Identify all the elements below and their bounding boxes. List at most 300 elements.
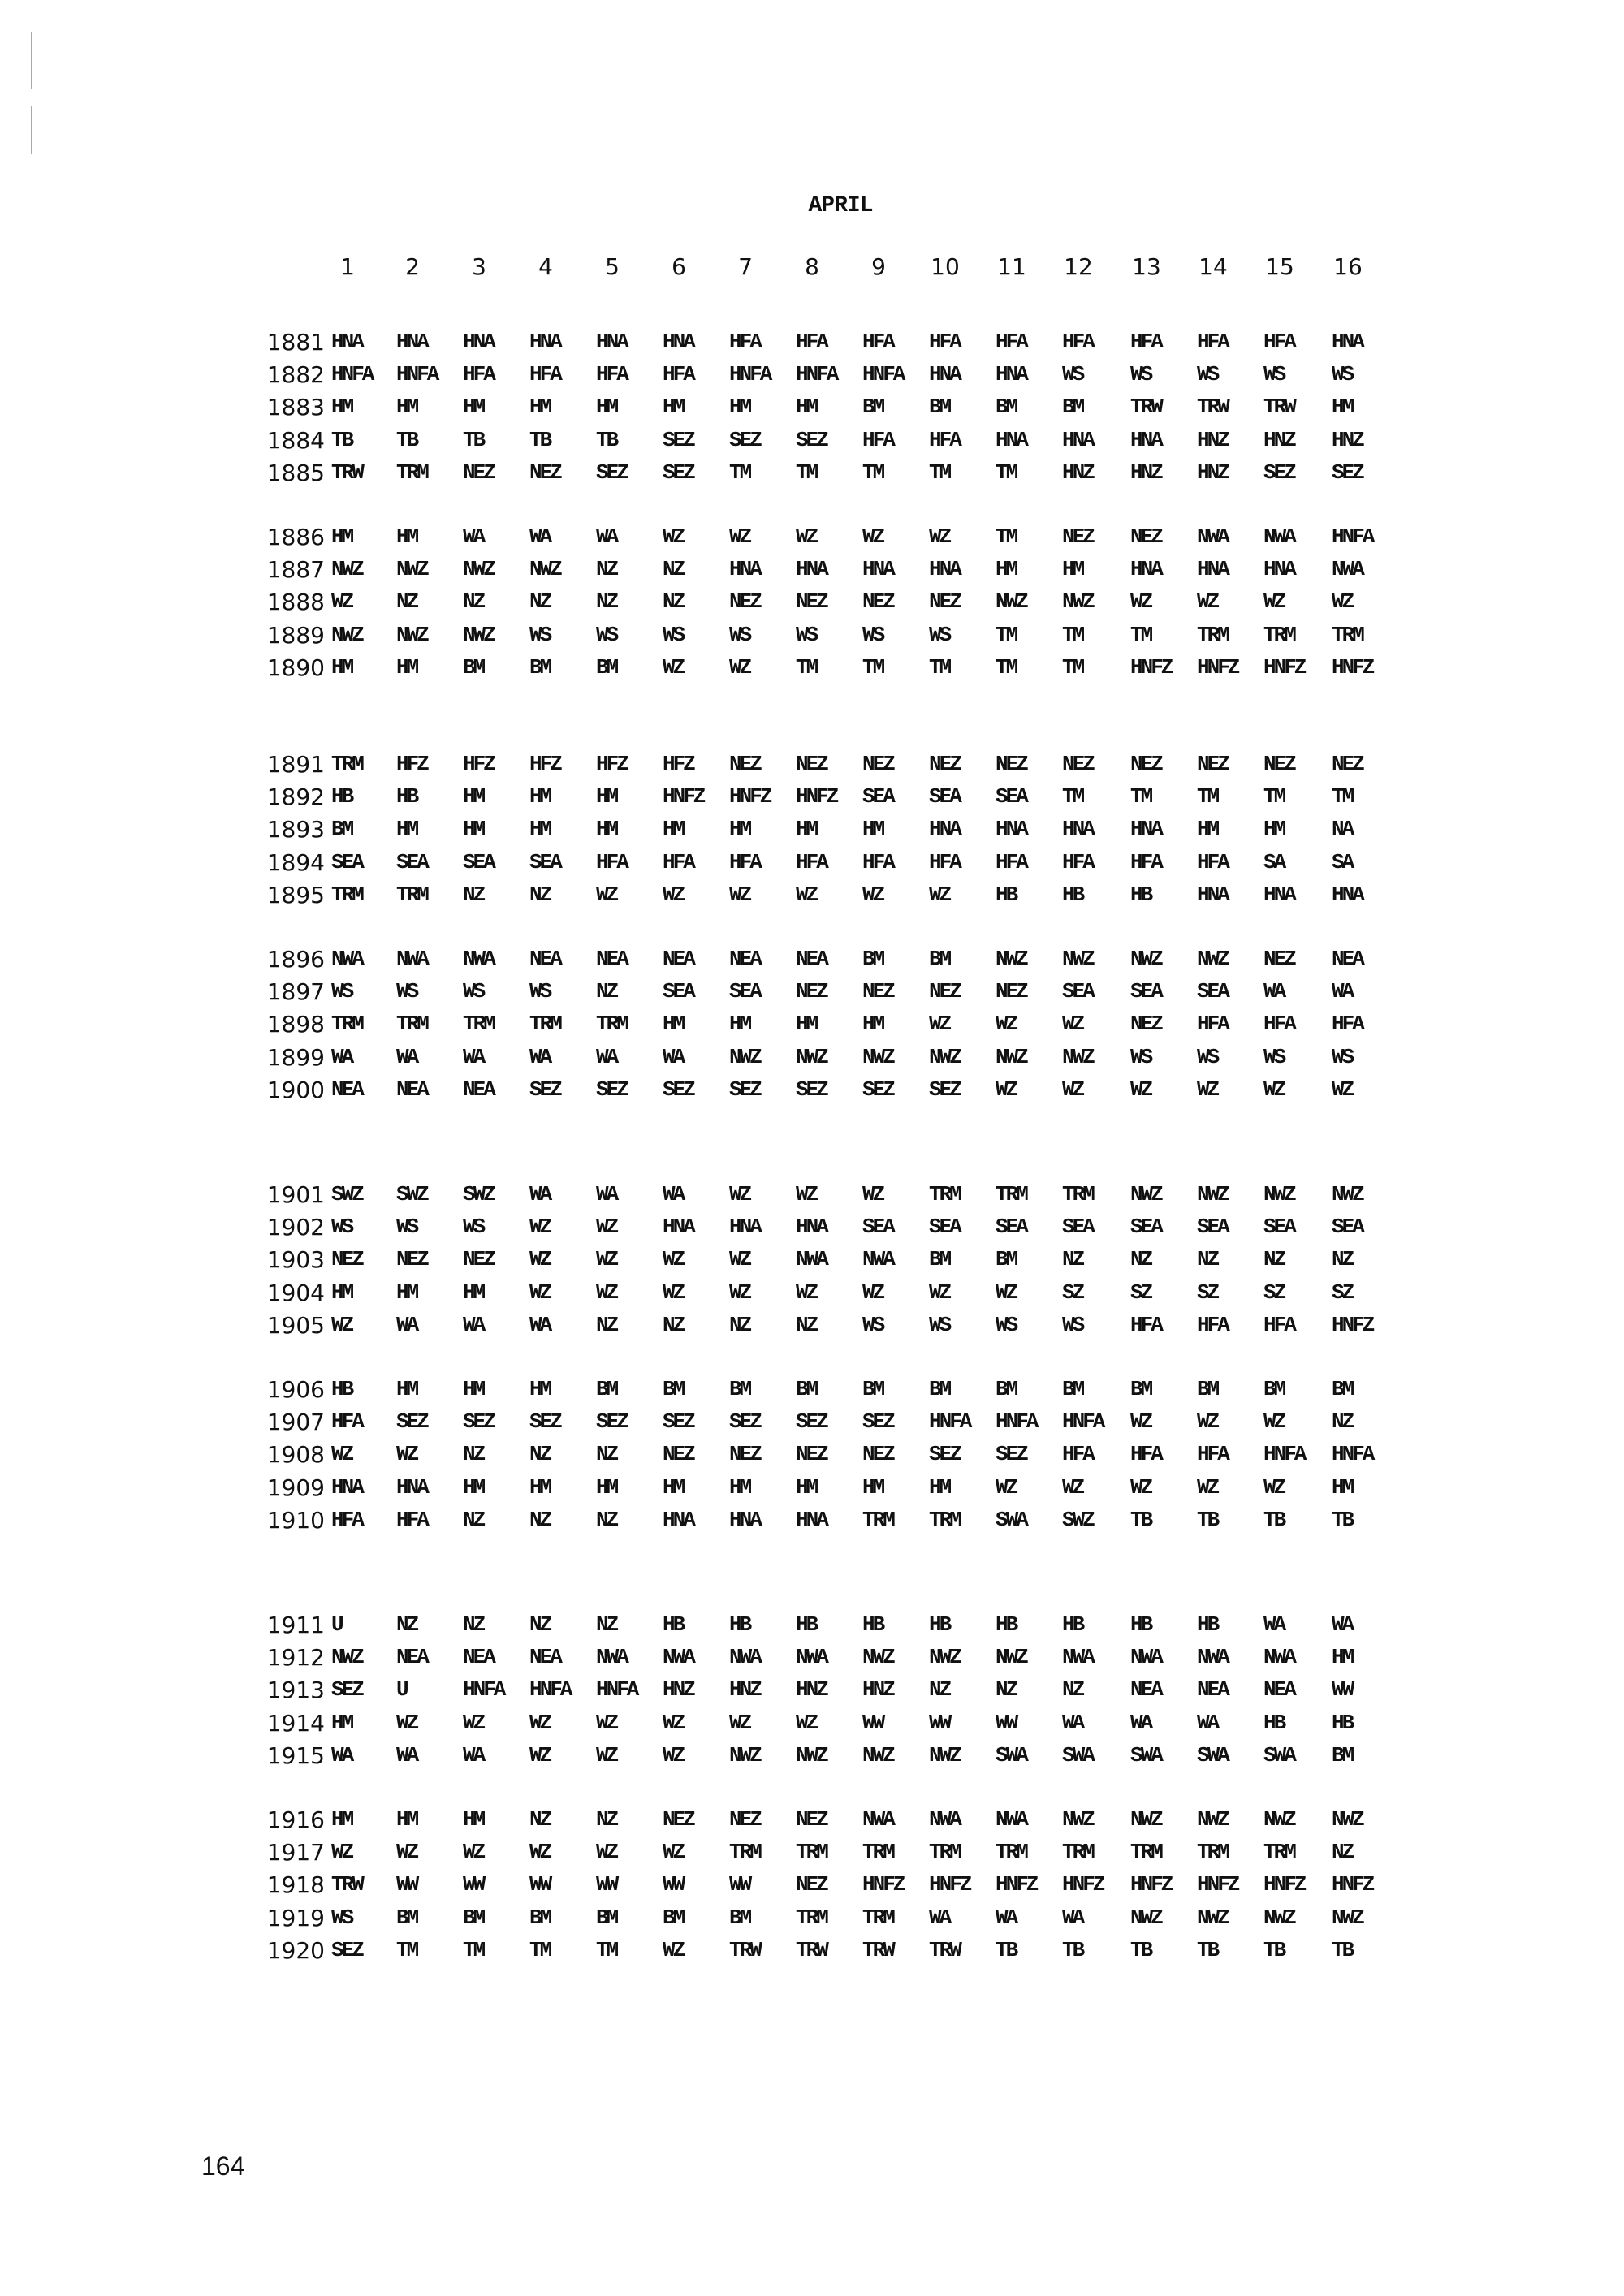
weather-code-cell: HFA — [1197, 1312, 1228, 1337]
weather-code-cell: BM — [331, 817, 352, 842]
weather-code-cell: WZ — [862, 1182, 883, 1206]
weather-code-cell: WZ — [1263, 1474, 1285, 1500]
weather-code-cell: HM — [729, 1012, 750, 1037]
weather-code-cell: HNA — [529, 330, 560, 354]
weather-code-cell: BM — [596, 1905, 617, 1930]
year-label: 1908 — [266, 1441, 325, 1469]
year-label: 1896 — [266, 946, 325, 973]
weather-code-cell: HFA — [1263, 1312, 1294, 1337]
weather-code-cell: SEA — [529, 849, 560, 874]
weather-code-cell: SEZ — [331, 1677, 362, 1703]
weather-code-cell: HNA — [729, 557, 760, 582]
weather-code-cell: U — [331, 1612, 342, 1637]
weather-code-cell: SEZ — [663, 1077, 693, 1102]
weather-code-cell: NEZ — [796, 1872, 827, 1897]
weather-code-cell: NEZ — [1062, 524, 1093, 549]
weather-code-cell: TM — [596, 1937, 617, 1962]
weather-code-cell: WS — [862, 622, 883, 647]
day-header: 14 — [1199, 253, 1228, 280]
weather-code-cell: BM — [862, 1377, 883, 1401]
weather-code-cell: NZ — [596, 557, 617, 582]
weather-code-cell: WS — [929, 1312, 950, 1337]
weather-code-cell: TRW — [929, 1937, 960, 1962]
weather-code-cell: U — [396, 1677, 407, 1703]
weather-code-cell: WS — [1197, 1044, 1218, 1069]
weather-code-cell: SEA — [1332, 1215, 1363, 1240]
weather-code-cell: WZ — [663, 882, 684, 907]
weather-code-cell: WZ — [396, 1840, 417, 1865]
weather-code-cell: TM — [1263, 784, 1285, 809]
weather-code-cell: NEA — [529, 947, 560, 971]
weather-code-cell: NZ — [596, 589, 617, 615]
weather-code-cell: WZ — [596, 882, 617, 907]
weather-code-cell: NWZ — [1263, 1807, 1294, 1832]
weather-code-cell: NEZ — [996, 752, 1026, 776]
weather-code-cell: TM — [1130, 622, 1151, 647]
weather-code-cell: TRM — [1197, 622, 1228, 647]
weather-code-cell: TB — [1197, 1937, 1218, 1962]
weather-code-cell: TM — [796, 460, 817, 485]
weather-code-cell: NWA — [796, 1645, 827, 1670]
weather-code-cell: SEA — [929, 784, 960, 809]
weather-code-cell: HNFA — [1332, 1442, 1373, 1467]
weather-code-cell: HFA — [1197, 330, 1228, 354]
weather-code-cell: NWZ — [729, 1742, 760, 1767]
weather-code-cell: NEZ — [929, 979, 960, 1004]
weather-code-cell: NWZ — [1062, 589, 1093, 615]
weather-code-cell: WZ — [396, 1710, 417, 1735]
year-label: 1905 — [266, 1311, 325, 1339]
weather-code-cell: HM — [996, 557, 1017, 582]
weather-code-cell: HNA — [396, 1474, 427, 1500]
weather-code-cell: WA — [331, 1044, 352, 1069]
year-label: 1911 — [266, 1612, 325, 1638]
weather-code-cell: WA — [463, 1742, 484, 1767]
weather-code-cell: SWA — [1263, 1742, 1294, 1767]
weather-code-cell: WZ — [663, 524, 684, 549]
weather-code-cell: BM — [1062, 1377, 1083, 1401]
weather-code-cell: NEZ — [1130, 752, 1161, 776]
weather-code-cell: BM — [396, 1905, 417, 1930]
weather-code-cell: SEZ — [663, 1409, 693, 1435]
weather-code-cell: WZ — [862, 882, 883, 907]
weather-code-cell: SWA — [1062, 1742, 1093, 1767]
weather-code-cell: HFA — [996, 849, 1026, 874]
weather-code-cell: TRM — [796, 1840, 827, 1865]
weather-code-cell: HM — [331, 1280, 352, 1305]
weather-code-cell: HNA — [929, 557, 960, 582]
year-label: 1914 — [266, 1709, 325, 1737]
weather-code-cell: WA — [529, 1312, 551, 1337]
weather-code-cell: WZ — [1130, 1409, 1151, 1435]
weather-code-cell: HM — [396, 1807, 417, 1832]
weather-code-cell: HB — [729, 1612, 750, 1637]
weather-code-cell: NEZ — [1332, 752, 1363, 776]
weather-code-cell: WS — [1197, 362, 1218, 387]
weather-code-cell: HM — [1332, 1645, 1353, 1670]
weather-code-cell: BM — [996, 1247, 1017, 1272]
weather-code-cell: SEZ — [596, 460, 627, 485]
year-label: 1899 — [266, 1043, 325, 1071]
weather-code-cell: WZ — [1197, 1077, 1218, 1102]
weather-code-cell: NWA — [396, 947, 427, 971]
weather-code-cell: HNFA — [729, 362, 771, 387]
weather-code-cell: NWZ — [796, 1044, 827, 1069]
day-header: 13 — [1132, 253, 1161, 280]
weather-code-cell: HNFA — [996, 1409, 1037, 1435]
weather-code-cell: WZ — [1130, 589, 1151, 615]
weather-code-cell: SEA — [1197, 979, 1228, 1004]
weather-code-cell: NEA — [463, 1077, 494, 1102]
weather-code-cell: WA — [996, 1905, 1017, 1930]
weather-code-cell: NWZ — [1263, 1905, 1294, 1930]
weather-code-cell: NZ — [596, 1807, 617, 1832]
weather-code-cell: HM — [463, 395, 484, 420]
weather-code-cell: BM — [1197, 1377, 1218, 1401]
weather-code-cell: HM — [596, 784, 617, 809]
weather-code-cell: WA — [663, 1182, 684, 1206]
weather-code-cell: NWZ — [1130, 1905, 1161, 1930]
weather-code-cell: WA — [1197, 1710, 1218, 1735]
weather-code-cell: HM — [331, 524, 352, 549]
weather-code-cell: NZ — [663, 589, 684, 615]
year-label: 1901 — [266, 1181, 325, 1208]
weather-code-cell: SEZ — [396, 1409, 427, 1435]
weather-code-cell: WW — [596, 1872, 617, 1897]
weather-code-cell: NEZ — [929, 589, 960, 615]
weather-code-cell: NEZ — [463, 1247, 494, 1272]
weather-code-cell: HFA — [862, 330, 893, 354]
weather-code-cell: TB — [596, 427, 617, 452]
day-header: 10 — [931, 253, 960, 280]
weather-code-cell: NWZ — [1332, 1182, 1363, 1206]
year-label: 1919 — [266, 1904, 325, 1931]
weather-code-cell: HB — [1197, 1612, 1218, 1637]
weather-code-cell: WZ — [996, 1474, 1017, 1500]
weather-code-cell: HM — [529, 1377, 551, 1401]
weather-code-cell: SEZ — [596, 1409, 627, 1435]
weather-code-cell: TRM — [1197, 1840, 1228, 1865]
weather-code-cell: NWZ — [996, 1645, 1026, 1670]
weather-code-cell: TM — [996, 654, 1017, 680]
weather-code-cell: WZ — [729, 1710, 750, 1735]
weather-code-cell: HFA — [1062, 330, 1093, 354]
weather-code-cell: WZ — [796, 1280, 817, 1305]
weather-code-cell: WW — [463, 1872, 484, 1897]
weather-code-cell: WS — [396, 979, 417, 1004]
weather-code-cell: WA — [663, 1044, 684, 1069]
weather-code-cell: NEZ — [862, 1442, 893, 1467]
weather-code-cell: WZ — [1332, 1077, 1353, 1102]
weather-code-cell: NWZ — [1130, 1182, 1161, 1206]
weather-code-cell: NEZ — [796, 1442, 827, 1467]
weather-code-cell: NZ — [463, 1612, 484, 1637]
weather-code-cell: WS — [729, 622, 750, 647]
weather-code-cell: SEA — [1062, 1215, 1093, 1240]
weather-code-cell: TRM — [331, 882, 362, 907]
weather-code-cell: NWZ — [1062, 1044, 1093, 1069]
weather-code-cell: WZ — [663, 1742, 684, 1767]
weather-code-cell: NEZ — [929, 752, 960, 776]
weather-code-cell: NWZ — [996, 947, 1026, 971]
weather-code-cell: WZ — [663, 1280, 684, 1305]
weather-code-cell: HNA — [1130, 427, 1161, 452]
weather-code-cell: NZ — [996, 1677, 1017, 1703]
weather-code-cell: BM — [729, 1377, 750, 1401]
weather-code-cell: NWZ — [1332, 1807, 1363, 1832]
day-header: 7 — [738, 253, 753, 280]
year-label: 1906 — [266, 1376, 325, 1403]
weather-code-cell: HFA — [862, 427, 893, 452]
day-header: 1 — [340, 253, 355, 280]
weather-code-cell: SEA — [663, 979, 693, 1004]
weather-code-cell: HM — [929, 1474, 950, 1500]
weather-code-cell: TB — [996, 1937, 1017, 1962]
weather-code-cell: WZ — [796, 1710, 817, 1735]
weather-code-cell: HFA — [729, 330, 760, 354]
weather-code-cell: BM — [929, 1247, 950, 1272]
weather-code-cell: WA — [1062, 1710, 1083, 1735]
weather-code-cell: NEA — [529, 1645, 560, 1670]
weather-code-cell: TRM — [331, 752, 362, 776]
weather-code-cell: NWA — [1197, 1645, 1228, 1670]
weather-code-cell: NEZ — [396, 1247, 427, 1272]
weather-code-cell: NWZ — [331, 1645, 362, 1670]
weather-code-cell: WZ — [331, 1840, 352, 1865]
weather-code-cell: HFA — [529, 362, 560, 387]
weather-code-cell: TM — [1062, 654, 1083, 680]
weather-code-cell: NEZ — [1263, 752, 1294, 776]
weather-code-cell: HM — [862, 1012, 883, 1037]
weather-code-cell: WZ — [1062, 1012, 1083, 1037]
weather-code-cell: HNFZ — [1130, 1872, 1172, 1897]
weather-code-cell: NEA — [729, 947, 760, 971]
weather-code-cell: HFA — [929, 849, 960, 874]
weather-code-cell: HFA — [1263, 1012, 1294, 1037]
weather-code-cell: WW — [862, 1710, 883, 1735]
weather-code-cell: TM — [996, 524, 1017, 549]
weather-code-cell: WS — [331, 979, 352, 1004]
weather-code-cell: TM — [1062, 622, 1083, 647]
weather-code-cell: HNA — [331, 330, 362, 354]
weather-code-cell: WA — [596, 1182, 617, 1206]
weather-code-cell: HNFA — [1062, 1409, 1104, 1435]
weather-code-cell: NZ — [1263, 1247, 1285, 1272]
year-label: 1886 — [266, 524, 325, 550]
weather-code-cell: NEZ — [1130, 524, 1161, 549]
weather-code-cell: HB — [996, 882, 1017, 907]
weather-code-cell: TB — [1062, 1937, 1083, 1962]
weather-code-cell: HNA — [1263, 882, 1294, 907]
weather-code-cell: NZ — [463, 589, 484, 615]
year-label: 1882 — [266, 361, 325, 389]
year-label: 1885 — [266, 459, 325, 486]
weather-code-cell: NEZ — [1130, 1012, 1161, 1037]
weather-code-cell: WW — [729, 1872, 750, 1897]
weather-code-cell: TRW — [1130, 395, 1161, 420]
weather-code-cell: HM — [463, 1474, 484, 1500]
weather-code-cell: HM — [331, 654, 352, 680]
weather-code-cell: WZ — [663, 1247, 684, 1272]
year-label: 1915 — [266, 1741, 325, 1769]
weather-code-cell: TRW — [729, 1937, 760, 1962]
weather-code-cell: SEZ — [996, 1442, 1026, 1467]
weather-code-cell: HM — [862, 817, 883, 842]
weather-code-cell: NEA — [1197, 1677, 1228, 1703]
weather-code-cell: HM — [396, 817, 417, 842]
year-label: 1889 — [266, 621, 325, 649]
weather-code-cell: SEZ — [862, 1077, 893, 1102]
weather-code-cell: NWZ — [331, 557, 362, 582]
weather-code-cell: HM — [331, 1807, 352, 1832]
weather-code-cell: HM — [396, 395, 417, 420]
weather-code-cell: HNFZ — [1332, 1872, 1373, 1897]
weather-code-cell: HNA — [1332, 330, 1363, 354]
weather-code-cell: NEZ — [1263, 947, 1294, 971]
weather-code-cell: TM — [396, 1937, 417, 1962]
weather-code-cell: NZ — [529, 1807, 551, 1832]
year-label: 1902 — [266, 1214, 325, 1241]
weather-code-cell: HNA — [1197, 882, 1228, 907]
weather-code-cell: HNA — [331, 1474, 362, 1500]
weather-code-cell: HM — [463, 784, 484, 809]
weather-code-cell: NWZ — [1332, 1905, 1363, 1930]
weather-code-cell: HNA — [663, 1215, 693, 1240]
weather-code-cell: WZ — [596, 1710, 617, 1735]
weather-code-cell: WZ — [1130, 1474, 1151, 1500]
weather-code-cell: WA — [396, 1742, 417, 1767]
weather-code-cell: NEZ — [529, 460, 560, 485]
weather-code-cell: SEZ — [729, 1409, 760, 1435]
weather-code-cell: NEZ — [862, 589, 893, 615]
weather-code-cell: SZ — [1197, 1280, 1218, 1305]
weather-code-cell: SEA — [1197, 1215, 1228, 1240]
weather-code-cell: NWZ — [463, 557, 494, 582]
weather-code-cell: HFA — [1332, 1012, 1363, 1037]
day-header: 12 — [1064, 253, 1093, 280]
weather-code-cell: HNA — [396, 330, 427, 354]
weather-code-cell: NZ — [463, 1442, 484, 1467]
weather-code-cell: HB — [796, 1612, 817, 1637]
weather-code-cell: NEA — [396, 1077, 427, 1102]
weather-code-cell: WA — [1263, 979, 1285, 1004]
weather-code-cell: BM — [463, 1905, 484, 1930]
weather-code-cell: WA — [1130, 1710, 1151, 1735]
weather-code-cell: WZ — [396, 1442, 417, 1467]
weather-code-cell: WZ — [529, 1710, 551, 1735]
weather-code-cell: NWZ — [529, 557, 560, 582]
weather-code-cell: WZ — [996, 1012, 1017, 1037]
weather-code-cell: HM — [729, 395, 750, 420]
weather-code-cell: WS — [596, 622, 617, 647]
weather-code-cell: HNFZ — [929, 1872, 970, 1897]
weather-code-cell: HM — [796, 395, 817, 420]
weather-code-cell: SEZ — [463, 1409, 494, 1435]
weather-code-cell: WW — [663, 1872, 684, 1897]
weather-code-cell: TRW — [1263, 395, 1294, 420]
weather-code-cell: TRW — [862, 1937, 893, 1962]
weather-code-cell: WZ — [1197, 1409, 1218, 1435]
weather-code-cell: TM — [1197, 784, 1218, 809]
weather-code-cell: BM — [996, 1377, 1017, 1401]
weather-code-cell: NEA — [796, 947, 827, 971]
weather-code-cell: WS — [331, 1215, 352, 1240]
weather-code-cell: NZ — [596, 1612, 617, 1637]
weather-code-cell: HB — [1130, 1612, 1151, 1637]
weather-code-cell: WS — [463, 979, 484, 1004]
weather-code-cell: NZ — [1062, 1677, 1083, 1703]
weather-code-cell: HM — [529, 817, 551, 842]
weather-code-cell: WZ — [529, 1280, 551, 1305]
weather-code-cell: NEZ — [862, 979, 893, 1004]
weather-code-cell: HFA — [663, 849, 693, 874]
weather-code-cell: TB — [1130, 1937, 1151, 1962]
weather-code-cell: HNFZ — [996, 1872, 1037, 1897]
weather-code-cell: TB — [1332, 1507, 1353, 1532]
year-label: 1920 — [266, 1936, 325, 1964]
weather-code-cell: HM — [529, 395, 551, 420]
weather-code-cell: WZ — [729, 882, 750, 907]
weather-code-cell: HNZ — [1263, 427, 1294, 452]
weather-code-cell: WS — [396, 1215, 417, 1240]
year-label: 1917 — [266, 1839, 325, 1867]
weather-code-cell: SWZ — [1062, 1507, 1093, 1532]
weather-code-cell: NWZ — [929, 1044, 960, 1069]
weather-code-cell: HM — [463, 1377, 484, 1401]
weather-code-cell: HM — [463, 817, 484, 842]
weather-code-cell: NEA — [1332, 947, 1363, 971]
weather-code-cell: NEZ — [796, 979, 827, 1004]
weather-code-cell: SEA — [862, 1215, 893, 1240]
weather-code-cell: SWA — [1130, 1742, 1161, 1767]
weather-code-cell: TM — [862, 654, 883, 680]
weather-code-cell: HNFZ — [1263, 654, 1305, 680]
weather-code-cell: WA — [396, 1044, 417, 1069]
weather-code-cell: HM — [862, 1474, 883, 1500]
weather-code-cell: WS — [529, 979, 551, 1004]
weather-code-cell: TM — [1062, 784, 1083, 809]
weather-code-cell: TB — [1130, 1507, 1151, 1532]
weather-code-cell: TB — [331, 427, 352, 452]
weather-code-cell: TM — [996, 622, 1017, 647]
weather-code-cell: BM — [1062, 395, 1083, 420]
left-edge-mark — [31, 32, 32, 89]
weather-code-cell: NWZ — [929, 1645, 960, 1670]
weather-code-cell: NWA — [796, 1247, 827, 1272]
weather-code-cell: WZ — [929, 1012, 950, 1037]
weather-code-cell: WS — [1062, 362, 1083, 387]
weather-code-cell: HM — [596, 817, 617, 842]
weather-code-cell: WZ — [596, 1280, 617, 1305]
weather-code-cell: SWZ — [331, 1182, 362, 1206]
weather-code-cell: WW — [529, 1872, 551, 1897]
weather-code-cell: HNFZ — [729, 784, 771, 809]
weather-code-cell: HNA — [1332, 882, 1363, 907]
year-label: 1893 — [266, 816, 325, 844]
weather-code-cell: HFZ — [463, 752, 494, 776]
weather-code-cell: NWZ — [396, 622, 427, 647]
weather-code-cell: SEZ — [1263, 460, 1294, 485]
weather-code-cell: TRM — [929, 1840, 960, 1865]
weather-code-cell: HFA — [996, 330, 1026, 354]
weather-code-cell: SEA — [729, 979, 760, 1004]
weather-code-cell: WZ — [663, 1710, 684, 1735]
weather-code-cell: NZ — [529, 589, 551, 615]
weather-code-cell: HNFA — [529, 1677, 571, 1703]
year-label: 1910 — [266, 1506, 325, 1534]
weather-code-cell: WS — [1130, 362, 1151, 387]
weather-code-cell: TRM — [929, 1182, 960, 1206]
